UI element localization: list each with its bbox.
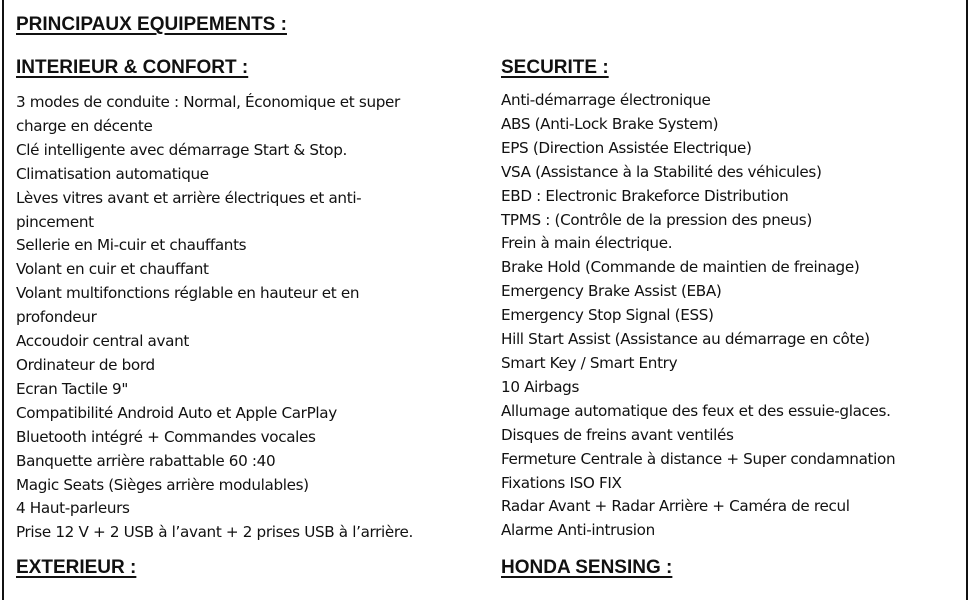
list-item: Ordinateur de bord bbox=[16, 355, 155, 374]
list-item: Bluetooth intégré + Commandes vocales bbox=[16, 427, 316, 446]
list-item: Disques de freins avant ventilés bbox=[501, 425, 734, 444]
list-item: Radar Avant + Radar Arrière + Caméra de recul bbox=[501, 497, 850, 516]
list-item: Hill Start Assist (Assistance au démarrage en côte) bbox=[501, 330, 870, 349]
list-item: Fermeture Centrale à distance + Super condamnation bbox=[501, 449, 896, 468]
list-item: Brake Hold (Commande de maintien de freinage) bbox=[501, 258, 860, 277]
list-item: pincement bbox=[16, 212, 94, 231]
list-item: Fixations ISO FIX bbox=[501, 473, 622, 492]
security-heading: SECURITE : bbox=[501, 57, 609, 78]
list-item: Ecran Tactile 9" bbox=[16, 379, 128, 398]
list-item: Volant en cuir et chauffant bbox=[16, 260, 209, 279]
list-item: Alarme Anti-intrusion bbox=[501, 521, 655, 540]
list-item: profondeur bbox=[16, 308, 97, 327]
list-item: EBD : Electronic Brakeforce Distribution bbox=[501, 186, 789, 205]
list-item: Prise 12 V + 2 USB à l’avant + 2 prises USB à l’arrière. bbox=[16, 523, 413, 542]
list-item: charge en décente bbox=[16, 116, 153, 135]
list-item: Climatisation automatique bbox=[16, 164, 209, 183]
honda-sensing-heading: HONDA SENSING : bbox=[501, 557, 673, 578]
list-item: Frein à main électrique. bbox=[501, 234, 673, 253]
list-item: Volant multifonctions réglable en hauteur et en bbox=[16, 284, 360, 303]
list-item: Allumage automatique des feux et des essuie-glaces. bbox=[501, 401, 891, 420]
interior-comfort-heading: INTERIEUR & CONFORT : bbox=[16, 57, 249, 78]
list-item: Magic Seats (Sièges arrière modulables) bbox=[16, 475, 309, 494]
list-item: Emergency Brake Assist (EBA) bbox=[501, 282, 722, 301]
list-item: TPMS : (Contrôle de la pression des pneus) bbox=[501, 210, 812, 229]
interior-comfort-list bbox=[16, 91, 456, 545]
list-item: Lèves vitres avant et arrière électriques et anti- bbox=[16, 188, 362, 207]
list-item: Emergency Stop Signal (ESS) bbox=[501, 306, 714, 325]
list-item: Clé intelligente avec démarrage Start & Stop. bbox=[16, 140, 347, 159]
page-title: PRINCIPAUX EQUIPEMENTS : bbox=[16, 14, 287, 35]
list-item: 4 Haut-parleurs bbox=[16, 499, 130, 518]
security-list bbox=[501, 89, 961, 543]
list-item: VSA (Assistance à la Stabilité des véhicules) bbox=[501, 162, 822, 181]
list-item: Smart Key / Smart Entry bbox=[501, 353, 678, 372]
list-item: Banquette arrière rabattable 60 :40 bbox=[16, 451, 276, 470]
list-item: Compatibilité Android Auto et Apple CarPlay bbox=[16, 403, 337, 422]
list-item: ABS (Anti-Lock Brake System) bbox=[501, 114, 719, 133]
exterior-heading: EXTERIEUR : bbox=[16, 557, 137, 578]
list-item: Anti-démarrage électronique bbox=[501, 91, 711, 109]
list-item: EPS (Direction Assistée Electrique) bbox=[501, 138, 752, 157]
list-item: 10 Airbags bbox=[501, 377, 580, 396]
list-item: Accoudoir central avant bbox=[16, 332, 189, 351]
list-item: Sellerie en Mi-cuir et chauffants bbox=[16, 236, 247, 255]
list-item: 3 modes de conduite : Normal, Économique et super bbox=[16, 93, 400, 111]
